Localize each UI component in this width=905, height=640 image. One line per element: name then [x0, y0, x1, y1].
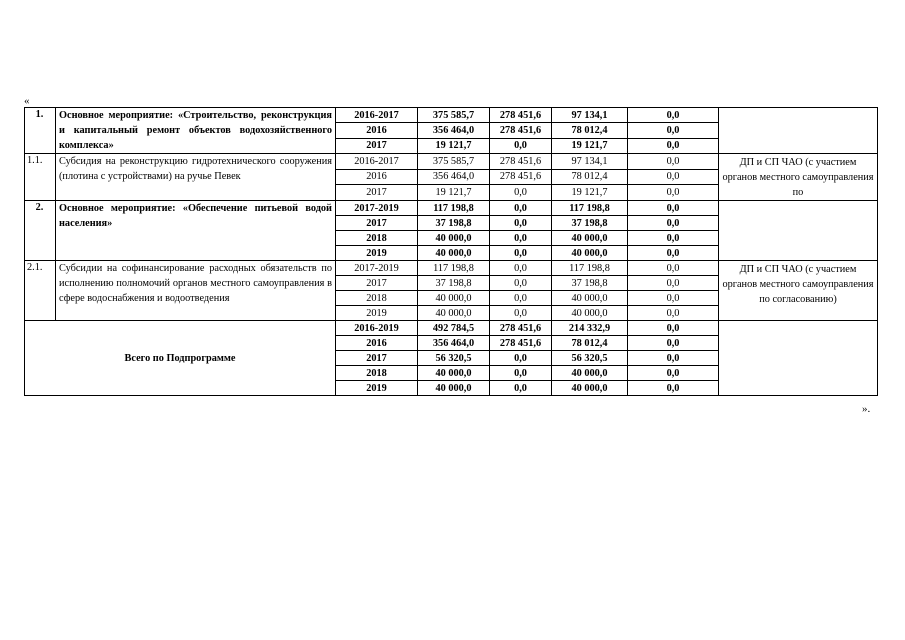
total-cell: 37 198,8 — [418, 216, 490, 231]
total-cell: 40 000,0 — [418, 366, 490, 381]
executor-cell: ДП и СП ЧАО (с участием органов местного самоуправления по согласованию) — [719, 261, 878, 321]
year-cell: 2018 — [336, 366, 418, 381]
local-cell: 0,0 — [628, 185, 719, 201]
table-row — [25, 321, 878, 336]
total-cell: 40 000,0 — [418, 291, 490, 306]
local-cell: 0,0 — [628, 201, 719, 216]
regional-cell: 37 198,8 — [552, 216, 628, 231]
table-row — [25, 201, 878, 216]
federal-cell: 278 451,6 — [490, 321, 552, 336]
federal-cell: 0,0 — [490, 201, 552, 216]
table-row — [25, 261, 878, 276]
year-cell: 2017 — [336, 185, 418, 201]
federal-cell: 0,0 — [490, 291, 552, 306]
item-number: 2.1. — [25, 261, 56, 321]
regional-cell: 19 121,7 — [552, 138, 628, 153]
year-cell: 2017 — [336, 276, 418, 291]
local-cell: 0,0 — [628, 108, 719, 123]
federal-cell: 0,0 — [490, 366, 552, 381]
total-cell: 40 000,0 — [418, 381, 490, 396]
year-cell: 2017-2019 — [336, 261, 418, 276]
regional-cell: 214 332,9 — [552, 321, 628, 336]
local-cell: 0,0 — [628, 306, 719, 321]
federal-cell: 0,0 — [490, 306, 552, 321]
regional-cell: 40 000,0 — [552, 231, 628, 246]
local-cell: 0,0 — [628, 351, 719, 366]
total-cell: 356 464,0 — [418, 169, 490, 185]
federal-cell: 0,0 — [490, 381, 552, 396]
local-cell: 0,0 — [628, 276, 719, 291]
local-cell: 0,0 — [628, 291, 719, 306]
executor-cell: ДП и СП ЧАО (с участием органов местного самоуправления по — [719, 154, 878, 201]
local-cell: 0,0 — [628, 321, 719, 336]
total-cell: 492 784,5 — [418, 321, 490, 336]
regional-cell: 56 320,5 — [552, 351, 628, 366]
federal-cell: 278 451,6 — [490, 108, 552, 123]
table-row — [25, 108, 878, 123]
item-description: Субсидия на реконструкцию гидротехнического сооружения (плотина с устройствами) на ручье Певек — [56, 154, 336, 201]
year-cell: 2017-2019 — [336, 201, 418, 216]
item-description: Субсидии на софинансирование расходных обязательств по исполнению полномочий органов местного самоуправления в сфере водоснабжения и водоотведения — [56, 261, 336, 321]
year-cell: 2016 — [336, 169, 418, 185]
federal-cell: 0,0 — [490, 276, 552, 291]
item-number: 2. — [25, 201, 56, 261]
federal-cell: 0,0 — [490, 246, 552, 261]
total-cell: 19 121,7 — [418, 185, 490, 201]
federal-cell: 278 451,6 — [490, 154, 552, 170]
total-cell: 19 121,7 — [418, 138, 490, 153]
regional-cell: 40 000,0 — [552, 246, 628, 261]
item-number: 1. — [25, 108, 56, 154]
total-cell: 375 585,7 — [418, 154, 490, 170]
subprogram-finance-table — [24, 107, 878, 396]
table-body — [25, 108, 878, 396]
year-cell: 2016 — [336, 336, 418, 351]
regional-cell: 117 198,8 — [552, 261, 628, 276]
total-cell: 37 198,8 — [418, 276, 490, 291]
executor-cell — [719, 201, 878, 261]
year-cell: 2017 — [336, 216, 418, 231]
federal-cell: 0,0 — [490, 261, 552, 276]
regional-cell: 117 198,8 — [552, 201, 628, 216]
total-cell: 356 464,0 — [418, 336, 490, 351]
total-cell: 40 000,0 — [418, 231, 490, 246]
local-cell: 0,0 — [628, 366, 719, 381]
total-cell: 375 585,7 — [418, 108, 490, 123]
regional-cell: 78 012,4 — [552, 336, 628, 351]
year-cell: 2018 — [336, 291, 418, 306]
item-number: 1.1. — [25, 154, 56, 201]
total-cell: 117 198,8 — [418, 201, 490, 216]
year-cell: 2019 — [336, 306, 418, 321]
local-cell: 0,0 — [628, 216, 719, 231]
year-cell: 2017 — [336, 351, 418, 366]
federal-cell: 0,0 — [490, 138, 552, 153]
regional-cell: 40 000,0 — [552, 381, 628, 396]
total-cell: 40 000,0 — [418, 246, 490, 261]
federal-cell: 0,0 — [490, 216, 552, 231]
regional-cell: 37 198,8 — [552, 276, 628, 291]
year-cell: 2016-2019 — [336, 321, 418, 336]
local-cell: 0,0 — [628, 246, 719, 261]
local-cell: 0,0 — [628, 231, 719, 246]
year-cell: 2017 — [336, 138, 418, 153]
federal-cell: 278 451,6 — [490, 123, 552, 138]
regional-cell: 19 121,7 — [552, 185, 628, 201]
total-cell: 56 320,5 — [418, 351, 490, 366]
regional-cell: 40 000,0 — [552, 306, 628, 321]
local-cell: 0,0 — [628, 261, 719, 276]
local-cell: 0,0 — [628, 138, 719, 153]
total-cell: 117 198,8 — [418, 261, 490, 276]
regional-cell: 97 134,1 — [552, 108, 628, 123]
federal-cell: 0,0 — [490, 231, 552, 246]
total-cell: 40 000,0 — [418, 306, 490, 321]
federal-cell: 0,0 — [490, 351, 552, 366]
closing-quote: ». — [862, 403, 871, 415]
item-description: Основное мероприятие: «Обеспечение питьевой водой населения» — [56, 201, 336, 261]
local-cell: 0,0 — [628, 336, 719, 351]
year-cell: 2016-2017 — [336, 108, 418, 123]
table-row — [25, 154, 878, 170]
executor-cell — [719, 321, 878, 396]
total-cell: 356 464,0 — [418, 123, 490, 138]
local-cell: 0,0 — [628, 381, 719, 396]
year-cell: 2016 — [336, 123, 418, 138]
regional-cell: 40 000,0 — [552, 366, 628, 381]
regional-cell: 40 000,0 — [552, 291, 628, 306]
executor-cell — [719, 108, 878, 154]
opening-quote: « — [24, 95, 30, 107]
local-cell: 0,0 — [628, 169, 719, 185]
year-cell: 2018 — [336, 231, 418, 246]
year-cell: 2019 — [336, 246, 418, 261]
regional-cell: 78 012,4 — [552, 169, 628, 185]
regional-cell: 78 012,4 — [552, 123, 628, 138]
federal-cell: 278 451,6 — [490, 336, 552, 351]
federal-cell: 278 451,6 — [490, 169, 552, 185]
local-cell: 0,0 — [628, 154, 719, 170]
federal-cell: 0,0 — [490, 185, 552, 201]
year-cell: 2019 — [336, 381, 418, 396]
local-cell: 0,0 — [628, 123, 719, 138]
year-cell: 2016-2017 — [336, 154, 418, 170]
regional-cell: 97 134,1 — [552, 154, 628, 170]
total-label: Всего по Подпрограмме — [25, 321, 336, 396]
item-description: Основное мероприятие: «Строительство, реконструкция и капитальный ремонт объектов водохозяйственного комплекса» — [56, 108, 336, 154]
